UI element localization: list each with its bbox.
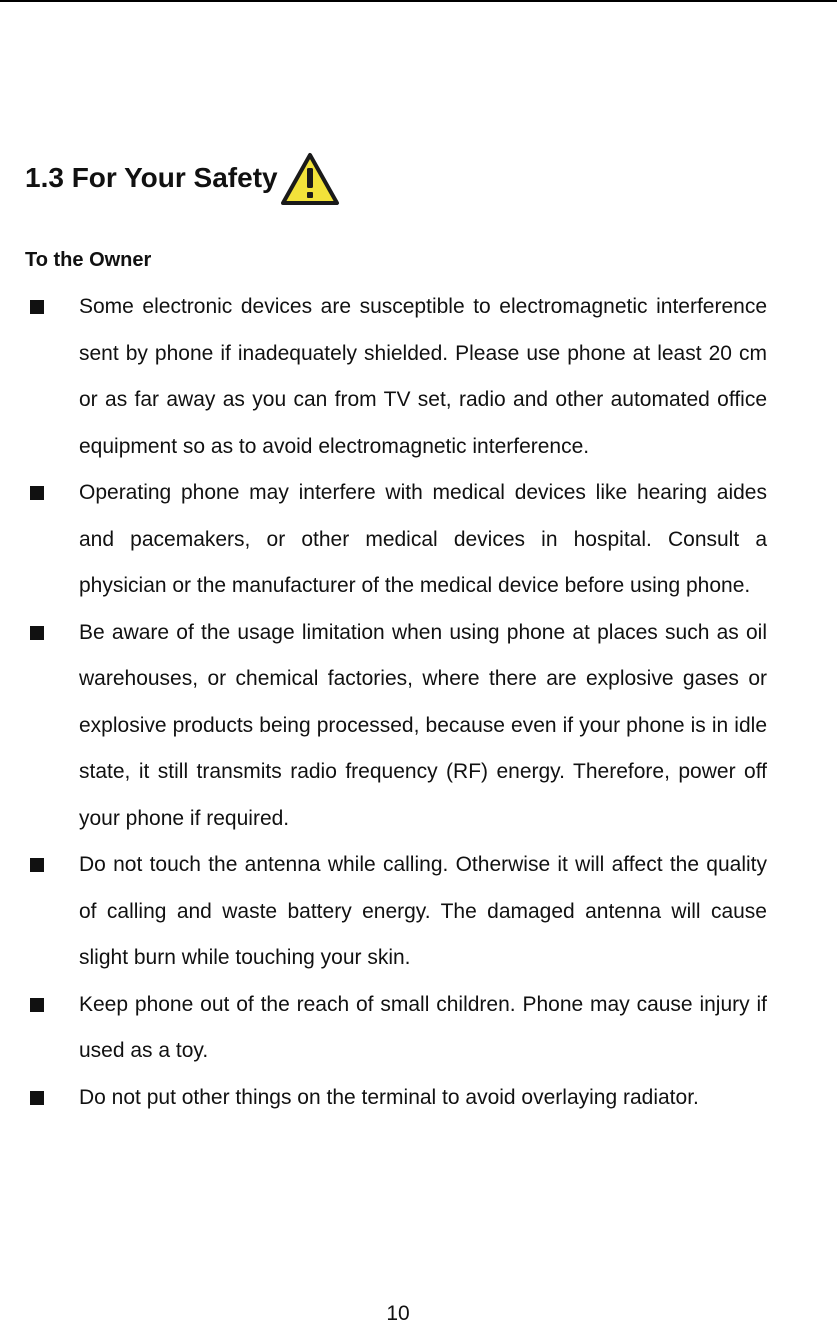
section-heading-text: 1.3 For Your Safety <box>25 162 278 193</box>
list-item <box>0 470 767 610</box>
square-bullet-icon <box>30 858 44 872</box>
square-bullet-icon <box>30 300 44 314</box>
list-item-text: Some electronic devices are susceptible to electromagnetic interference sent by phone if inadequately shielded. Please use phone at least 20 cm or as far away as you can from TV set, radio and other automated office equipment so as to avoid electromagnetic interference. <box>79 295 767 458</box>
list-item <box>0 1075 767 1122</box>
list-item-text: Operating phone may interfere with medical devices like hearing aides and pacemakers, or other medical devices in hospital. Consult a physician or the manufacturer of the medical device before using phone. <box>79 481 767 597</box>
subheading-to-the-owner: To the Owner <box>25 249 152 271</box>
page-number: 10 <box>386 1302 410 1325</box>
square-bullet-icon <box>30 626 44 640</box>
list-item-text: Keep phone out of the reach of small children. Phone may cause injury if used as a toy. <box>79 992 767 1062</box>
warning-triangle-icon <box>280 152 340 206</box>
list-item-text: Do not touch the antenna while calling. Otherwise it will affect the quality of calling and waste battery energy. The damaged antenna will cause slight burn while touching your skin. <box>79 853 767 969</box>
safety-list <box>0 284 837 1121</box>
section-heading <box>25 150 340 206</box>
list-item <box>0 982 767 1075</box>
list-item <box>0 610 767 843</box>
list-item-text: Be aware of the usage limitation when using phone at places such as oil warehouses, or chemical factories, where there are explosive gases or explosive products being processed, because even if your phone is in idle state, it still transmits radio frequency (RF) energy. Therefore, power off your phone if required. <box>79 620 767 830</box>
list-item <box>0 842 767 982</box>
list-item <box>0 284 767 470</box>
square-bullet-icon <box>30 486 44 500</box>
square-bullet-icon <box>30 1091 44 1105</box>
top-rule <box>0 0 837 2</box>
list-item-text: Do not put other things on the terminal to avoid overlaying radiator. <box>79 1085 699 1109</box>
square-bullet-icon <box>30 998 44 1012</box>
